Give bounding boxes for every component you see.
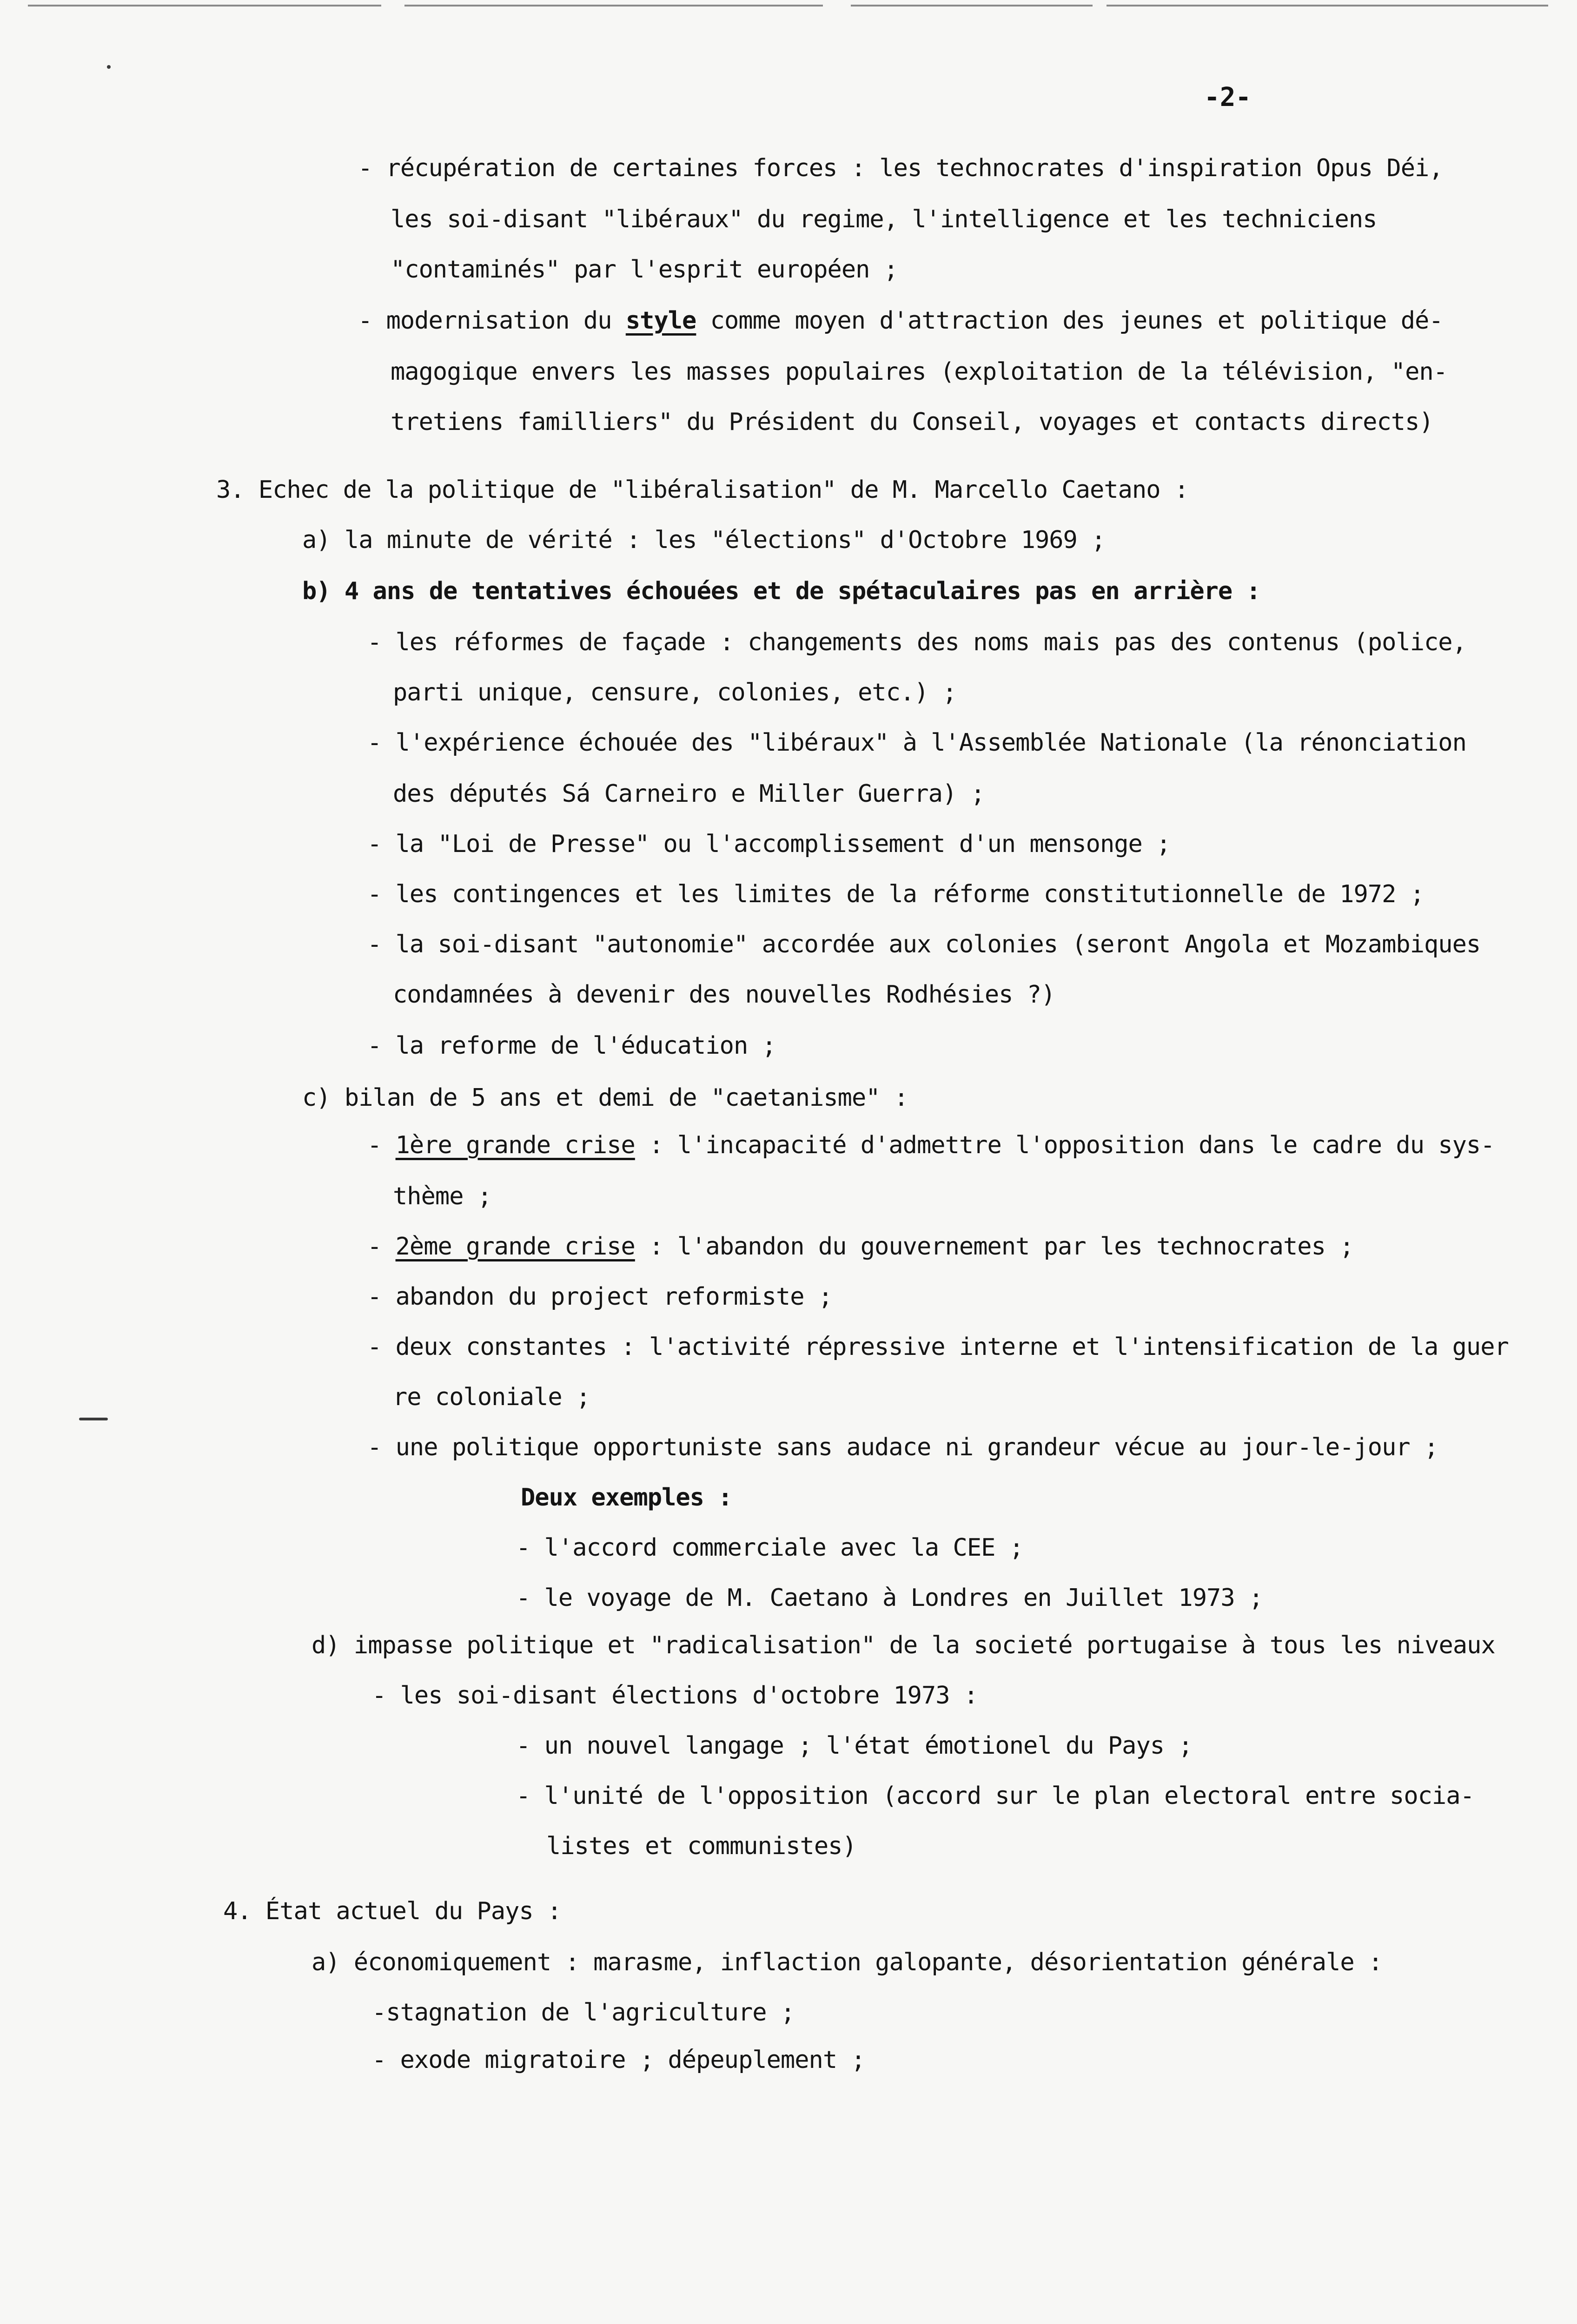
margin-punch-mark — [79, 1418, 108, 1420]
text-line: - les contingences et les limites de la réforme constitutionnelle de 1972 ; — [367, 880, 1424, 908]
text-line: c) bilan de 5 ans et demi de "caetanisme" : — [302, 1084, 908, 1112]
text-line: - deux constantes : l'activité répressive interne et l'intensification de la guer — [367, 1333, 1509, 1361]
text-line: - une politique opportuniste sans audace ni grandeur vécue au jour-le-jour ; — [367, 1433, 1438, 1461]
section-heading: 3. Echec de la politique de "libéralisation" de M. Marcello Caetano : — [216, 476, 1189, 504]
text-line: d) impasse politique et "radicalisation" de la societé portugaise à tous les niveaux — [311, 1631, 1495, 1659]
text-line: -stagnation de l'agriculture ; — [372, 1999, 795, 2027]
top-edge-line — [28, 5, 381, 7]
top-edge-line — [851, 5, 1093, 7]
section-heading: 4. État actuel du Pays : — [223, 1897, 562, 1925]
text-line: - l'unité de l'opposition (accord sur le plan electoral entre socia- — [516, 1782, 1474, 1810]
top-edge-line — [404, 5, 823, 7]
text-line: - 1ère grande crise : l'incapacité d'admettre l'opposition dans le cadre du sys- — [367, 1131, 1495, 1159]
text-line: a) économiquement : marasme, inflaction galopante, désorientation générale : — [311, 1948, 1383, 1976]
crisis-label-1: 1ère grande crise — [395, 1131, 635, 1159]
crisis-label-2: 2ème grande crise — [395, 1233, 635, 1261]
text-line: - le voyage de M. Caetano à Londres en Juillet 1973 ; — [516, 1584, 1263, 1612]
text-line: - exode migratoire ; dépeuplement ; — [372, 2046, 865, 2074]
text-line: a) la minute de vérité : les "élections" d'Octobre 1969 ; — [302, 526, 1106, 554]
text-line: listes et communistes) — [546, 1832, 856, 1860]
text-line: parti unique, censure, colonies, etc.) ; — [393, 679, 957, 706]
text-line: tretiens familliers" du Président du Conseil, voyages et contacts directs) — [391, 408, 1433, 436]
text-line: - récupération de certaines forces : les technocrates d'inspiration Opus Déi, — [358, 154, 1443, 182]
margin-speck — [107, 65, 111, 69]
text-line: - modernisation du style comme moyen d'attraction des jeunes et politique dé- — [358, 307, 1443, 335]
text-line: Deux exemples : — [521, 1484, 732, 1512]
text-line: - l'accord commerciale avec la CEE ; — [516, 1534, 1024, 1562]
text-line: "contaminés" par l'esprit européen ; — [391, 256, 898, 284]
text-line: - la reforme de l'éducation ; — [367, 1032, 776, 1060]
text-line: - la "Loi de Presse" ou l'accomplissement d'un mensonge ; — [367, 830, 1171, 858]
text-line: b) 4 ans de tentatives échouées et de spétaculaires pas en arrière : — [302, 577, 1260, 605]
text-line: - abandon du project reformiste ; — [367, 1283, 833, 1311]
text-line: les soi-disant "libéraux" du regime, l'intelligence et les techniciens — [391, 205, 1377, 233]
page-number: -2- — [1204, 82, 1252, 112]
text-line: - la soi-disant "autonomie" accordée aux colonies (seront Angola et Mozambiques — [367, 931, 1481, 958]
text-line: magogique envers les masses populaires (exploitation de la télévision, "en- — [391, 358, 1447, 386]
text-line: - l'expérience échouée des "libéraux" à l'Assemblée Nationale (la rénonciation — [367, 729, 1466, 757]
emphasis-style: style — [625, 307, 696, 335]
text-line: re coloniale ; — [393, 1383, 590, 1411]
text-line: - un nouvel langage ; l'état émotionel du Pays ; — [516, 1732, 1193, 1760]
text-line: - les réformes de façade : changements des noms mais pas des contenus (police, — [367, 628, 1466, 656]
text-line: condamnées à devenir des nouvelles Rodhésies ?) — [393, 981, 1055, 1009]
text-line: des députés Sá Carneiro e Miller Guerra) ; — [393, 780, 985, 808]
text-line: - les soi-disant élections d'octobre 1973 : — [372, 1682, 978, 1710]
text-line: - 2ème grande crise : l'abandon du gouvernement par les technocrates ; — [367, 1233, 1354, 1261]
top-edge-line — [1107, 5, 1548, 7]
text-line: thème ; — [393, 1182, 492, 1210]
